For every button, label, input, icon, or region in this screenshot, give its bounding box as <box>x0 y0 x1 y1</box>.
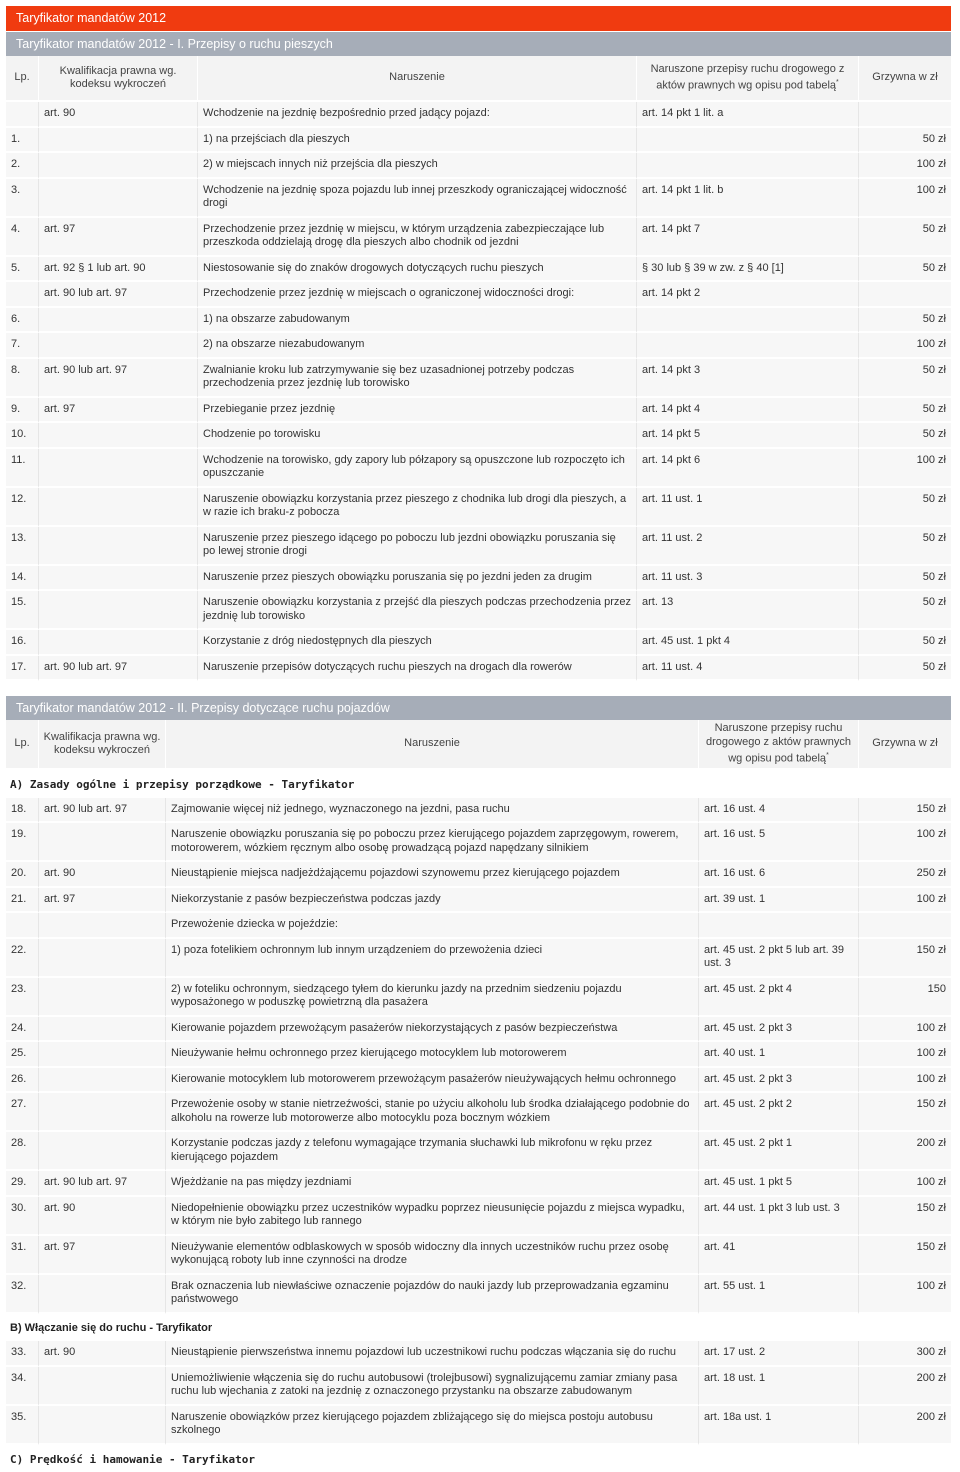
cell-lp: 18. <box>6 798 38 824</box>
cell-naruszenie: 2) na obszarze niezabudowanym <box>197 333 636 359</box>
cell-lp: 19. <box>6 823 38 862</box>
cell-grzywna: 50 zł <box>858 527 951 566</box>
section2-table <box>6 720 951 1472</box>
cell-kwalifikacja <box>38 630 197 656</box>
table-row <box>6 1132 951 1171</box>
cell-lp: 14. <box>6 566 38 592</box>
main-title-bar: Taryfikator mandatów 2012 <box>6 6 951 31</box>
cell-grzywna: 50 zł <box>858 308 951 334</box>
cell-przepisy: art. 13 <box>636 591 858 630</box>
footnote-marker: * <box>826 752 829 759</box>
table-row <box>6 630 951 656</box>
cell-przepisy <box>698 913 858 939</box>
cell-lp: 24. <box>6 1017 38 1043</box>
cell-grzywna: 100 zł <box>858 449 951 488</box>
cell-przepisy: art. 14 pkt 1 lit. a <box>636 102 858 128</box>
cell-naruszenie: Wchodzenie na jezdnię bezpośrednio przed jadący pojazd: <box>197 102 636 128</box>
cell-naruszenie: Naruszenie przez pieszego idącego po poboczu lub jezdni obowiązku poruszania się po lewej stronie drogi <box>197 527 636 566</box>
header-lp: Lp. <box>6 56 38 102</box>
subsection-heading: C) Prędkość i hamowanie - Taryfikator <box>6 1445 951 1472</box>
cell-naruszenie: 1) poza fotelikiem ochronnym lub innym urządzeniem do przewożenia dzieci <box>165 939 698 978</box>
cell-naruszenie: Chodzenie po torowisku <box>197 423 636 449</box>
cell-kwalifikacja <box>38 939 165 978</box>
table-row <box>6 862 951 888</box>
cell-kwalifikacja <box>38 1406 165 1445</box>
table-row <box>6 566 951 592</box>
cell-grzywna: 50 zł <box>858 257 951 283</box>
cell-naruszenie: 1) na obszarze zabudowanym <box>197 308 636 334</box>
cell-lp: 2. <box>6 153 38 179</box>
cell-naruszenie: Brak oznaczenia lub niewłaściwe oznaczenie pojazdów do nauki jazdy lub przeprowadzania egzaminu państwowego <box>165 1275 698 1314</box>
cell-przepisy: § 30 lub § 39 w zw. z § 40 [1] <box>636 257 858 283</box>
table-row <box>6 218 951 257</box>
table-row <box>6 1068 951 1094</box>
cell-przepisy: art. 16 ust. 4 <box>698 798 858 824</box>
cell-naruszenie: Nieustąpienie miejsca nadjeżdżającemu pojazdowi szynowemu przez kierującego pojazdem <box>165 862 698 888</box>
subsection-heading-row <box>6 1314 951 1342</box>
table-row <box>6 308 951 334</box>
cell-grzywna: 100 zł <box>858 1275 951 1314</box>
cell-lp: 1. <box>6 128 38 154</box>
cell-naruszenie: Niestosowanie się do znaków drogowych dotyczących ruchu pieszych <box>197 257 636 283</box>
cell-kwalifikacja <box>38 1017 165 1043</box>
cell-kwalifikacja <box>38 128 197 154</box>
cell-przepisy: art. 45 ust. 2 pkt 1 <box>698 1132 858 1171</box>
table-row <box>6 1236 951 1275</box>
cell-przepisy: art. 16 ust. 5 <box>698 823 858 862</box>
cell-lp: 28. <box>6 1132 38 1171</box>
cell-kwalifikacja: art. 90 <box>38 102 197 128</box>
cell-lp: 35. <box>6 1406 38 1445</box>
cell-grzywna: 100 zł <box>858 333 951 359</box>
table-row <box>6 257 951 283</box>
cell-kwalifikacja <box>38 488 197 527</box>
cell-grzywna: 100 zł <box>858 153 951 179</box>
cell-naruszenie: Naruszenie obowiązków przez kierującego pojazdem zbliżającego się do miejsca postoju autobusu szkolnego <box>165 1406 698 1445</box>
cell-przepisy: art. 14 pkt 7 <box>636 218 858 257</box>
cell-grzywna: 300 zł <box>858 1341 951 1367</box>
footnote-marker: * <box>836 79 839 87</box>
cell-kwalifikacja <box>38 423 197 449</box>
cell-grzywna: 100 zł <box>858 1042 951 1068</box>
cell-kwalifikacja: art. 90 lub art. 97 <box>38 656 197 682</box>
cell-lp: 31. <box>6 1236 38 1275</box>
cell-przepisy: art. 41 <box>698 1236 858 1275</box>
cell-grzywna: 100 zł <box>858 888 951 914</box>
cell-kwalifikacja <box>38 1275 165 1314</box>
cell-naruszenie: Niekorzystanie z pasów bezpieczeństwa podczas jazdy <box>165 888 698 914</box>
header-przepisy <box>698 720 858 770</box>
cell-naruszenie: Nieużywanie elementów odblaskowych w sposób widoczny dla innych uczestników ruchu przez osobę wykonującą roboty lub inne czynności na drodze <box>165 1236 698 1275</box>
header-naruszenie: Naruszenie <box>165 720 698 770</box>
table-row <box>6 978 951 1017</box>
section1-table <box>6 56 951 681</box>
cell-kwalifikacja: art. 90 <box>38 862 165 888</box>
spacer <box>6 681 951 695</box>
table-row <box>6 527 951 566</box>
cell-przepisy: art. 11 ust. 4 <box>636 656 858 682</box>
cell-grzywna: 50 zł <box>858 630 951 656</box>
table-row <box>6 333 951 359</box>
table-row <box>6 798 951 824</box>
section1-rows <box>6 102 951 681</box>
table-row <box>6 1171 951 1197</box>
cell-przepisy: art. 11 ust. 2 <box>636 527 858 566</box>
cell-przepisy: art. 14 pkt 4 <box>636 398 858 424</box>
table-row <box>6 398 951 424</box>
header-przepisy-text: Naruszone przepisy ruchu drogowego z aktów prawnych wg opisu pod tabelą <box>650 62 845 92</box>
table-row <box>6 823 951 862</box>
cell-kwalifikacja <box>38 179 197 218</box>
header-grzywna: Grzywna w zł <box>858 720 951 770</box>
cell-naruszenie: 1) na przejściach dla pieszych <box>197 128 636 154</box>
cell-naruszenie: Korzystanie podczas jazdy z telefonu wymagające trzymania słuchawki lub mikrofonu w ręku przez kierującego pojazdem <box>165 1132 698 1171</box>
cell-przepisy: art. 14 pkt 5 <box>636 423 858 449</box>
table-row <box>6 913 951 939</box>
cell-lp <box>6 913 38 939</box>
cell-kwalifikacja <box>38 566 197 592</box>
cell-kwalifikacja: art. 97 <box>38 888 165 914</box>
cell-kwalifikacja <box>38 1132 165 1171</box>
cell-przepisy: art. 14 pkt 3 <box>636 359 858 398</box>
cell-naruszenie: Przechodzenie przez jezdnię w miejscach o ograniczonej widoczności drogi: <box>197 282 636 308</box>
header-kwalifikacja: Kwalifikacja prawna wg. kodeksu wykroczeń <box>38 56 197 102</box>
cell-grzywna: 100 zł <box>858 823 951 862</box>
cell-grzywna: 50 zł <box>858 566 951 592</box>
cell-lp <box>6 102 38 128</box>
cell-grzywna: 100 zł <box>858 1017 951 1043</box>
cell-lp: 3. <box>6 179 38 218</box>
subsection-heading: A) Zasady ogólne i przepisy porządkowe - Taryfikator <box>6 770 951 798</box>
cell-grzywna: 50 zł <box>858 656 951 682</box>
cell-naruszenie: Korzystanie z dróg niedostępnych dla pieszych <box>197 630 636 656</box>
cell-naruszenie: Nieustąpienie pierwszeństwa innemu pojazdowi lub uczestnikowi ruchu podczas włączania się do ruchu <box>165 1341 698 1367</box>
cell-naruszenie: Wchodzenie na torowisko, gdy zapory lub półzapory są opuszczone lub rozpoczęto ich opuszczanie <box>197 449 636 488</box>
cell-przepisy: art. 45 ust. 2 pkt 3 <box>698 1017 858 1043</box>
cell-grzywna: 200 zł <box>858 1132 951 1171</box>
section2-rows <box>6 770 951 1472</box>
cell-przepisy: art. 40 ust. 1 <box>698 1042 858 1068</box>
cell-kwalifikacja <box>38 591 197 630</box>
cell-przepisy: art. 45 ust. 2 pkt 5 lub art. 39 ust. 3 <box>698 939 858 978</box>
cell-naruszenie: Niedopełnienie obowiązku przez uczestników wypadku poprzez nieusunięcie pojazdu z miejsca wypadku, w którym nie było zabitego lub rannego <box>165 1197 698 1236</box>
cell-kwalifikacja: art. 90 <box>38 1197 165 1236</box>
cell-grzywna: 150 zł <box>858 798 951 824</box>
cell-grzywna: 150 zł <box>858 1197 951 1236</box>
cell-grzywna: 50 zł <box>858 218 951 257</box>
cell-lp: 10. <box>6 423 38 449</box>
table-row <box>6 888 951 914</box>
subsection-heading-row <box>6 1445 951 1472</box>
cell-grzywna: 150 zł <box>858 1236 951 1275</box>
header-przepisy <box>636 56 858 102</box>
cell-kwalifikacja <box>38 913 165 939</box>
cell-kwalifikacja <box>38 527 197 566</box>
cell-grzywna: 50 zł <box>858 591 951 630</box>
table-row <box>6 656 951 682</box>
cell-grzywna: 150 zł <box>858 939 951 978</box>
cell-kwalifikacja: art. 90 lub art. 97 <box>38 1171 165 1197</box>
cell-kwalifikacja <box>38 1093 165 1132</box>
cell-przepisy: art. 14 pkt 6 <box>636 449 858 488</box>
cell-przepisy: art. 17 ust. 2 <box>698 1341 858 1367</box>
table-row <box>6 128 951 154</box>
cell-grzywna: 50 zł <box>858 398 951 424</box>
cell-lp: 11. <box>6 449 38 488</box>
cell-przepisy: art. 16 ust. 6 <box>698 862 858 888</box>
cell-naruszenie: 2) w miejscach innych niż przejścia dla pieszych <box>197 153 636 179</box>
cell-przepisy: art. 45 ust. 2 pkt 3 <box>698 1068 858 1094</box>
cell-kwalifikacja: art. 90 lub art. 97 <box>38 798 165 824</box>
cell-lp: 9. <box>6 398 38 424</box>
cell-przepisy <box>636 333 858 359</box>
cell-kwalifikacja <box>38 153 197 179</box>
cell-przepisy: art. 45 ust. 1 pkt 5 <box>698 1171 858 1197</box>
cell-kwalifikacja <box>38 308 197 334</box>
cell-przepisy: art. 44 ust. 1 pkt 3 lub ust. 3 <box>698 1197 858 1236</box>
cell-kwalifikacja <box>38 1367 165 1406</box>
cell-naruszenie: Wjeżdżanie na pas między jezdniami <box>165 1171 698 1197</box>
cell-kwalifikacja: art. 97 <box>38 398 197 424</box>
table-row <box>6 102 951 128</box>
cell-lp: 26. <box>6 1068 38 1094</box>
cell-lp <box>6 282 38 308</box>
cell-grzywna: 100 zł <box>858 1171 951 1197</box>
cell-naruszenie: Kierowanie motocyklem lub motorowerem przewożącym pasażerów nieużywających hełmu ochronnego <box>165 1068 698 1094</box>
table-row <box>6 179 951 218</box>
cell-naruszenie: Przechodzenie przez jezdnię w miejscu, w którym urządzenia zabezpieczające lub przeszkoda oddzielają drogę dla pieszych albo chodnik od jezdni <box>197 218 636 257</box>
header-kwalifikacja: Kwalifikacja prawna wg. kodeksu wykroczeń <box>38 720 165 770</box>
cell-lp: 16. <box>6 630 38 656</box>
table-row <box>6 1042 951 1068</box>
cell-lp: 4. <box>6 218 38 257</box>
cell-lp: 15. <box>6 591 38 630</box>
header-grzywna: Grzywna w zł <box>858 56 951 102</box>
table-row <box>6 153 951 179</box>
table-row <box>6 1367 951 1406</box>
cell-przepisy: art. 45 ust. 2 pkt 2 <box>698 1093 858 1132</box>
cell-kwalifikacja: art. 90 lub art. 97 <box>38 282 197 308</box>
cell-kwalifikacja: art. 90 <box>38 1341 165 1367</box>
section2-title-bar: Taryfikator mandatów 2012 - II. Przepisy dotyczące ruchu pojazdów <box>6 695 951 720</box>
section1-title-bar: Taryfikator mandatów 2012 - I. Przepisy o ruchu pieszych <box>6 31 951 56</box>
cell-lp: 25. <box>6 1042 38 1068</box>
cell-naruszenie: Naruszenie przepisów dotyczących ruchu pieszych na drogach dla rowerów <box>197 656 636 682</box>
cell-lp: 6. <box>6 308 38 334</box>
table-row <box>6 423 951 449</box>
cell-naruszenie: 2) w foteliku ochronnym, siedzącego tyłem do kierunku jazdy na przednim siedzeniu pojazdu wyposażonego w poduszkę powietrzną dla pasażera <box>165 978 698 1017</box>
cell-przepisy: art. 45 ust. 2 pkt 4 <box>698 978 858 1017</box>
cell-grzywna <box>858 913 951 939</box>
cell-przepisy: art. 18a ust. 1 <box>698 1406 858 1445</box>
cell-kwalifikacja: art. 97 <box>38 1236 165 1275</box>
cell-grzywna: 150 zł <box>858 1093 951 1132</box>
table-row <box>6 1406 951 1445</box>
cell-naruszenie: Nieużywanie hełmu ochronnego przez kierującego motocyklem lub motorowerem <box>165 1042 698 1068</box>
table-row <box>6 1197 951 1236</box>
cell-lp: 23. <box>6 978 38 1017</box>
table-row <box>6 939 951 978</box>
cell-kwalifikacja <box>38 1068 165 1094</box>
cell-grzywna: 250 zł <box>858 862 951 888</box>
cell-lp: 5. <box>6 257 38 283</box>
cell-grzywna: 200 zł <box>858 1406 951 1445</box>
cell-naruszenie: Zwalnianie kroku lub zatrzymywanie się bez uzasadnionej potrzeby podczas przechodzenia przez jezdnię lub torowisko <box>197 359 636 398</box>
cell-lp: 13. <box>6 527 38 566</box>
cell-kwalifikacja <box>38 449 197 488</box>
cell-naruszenie: Przewożenie osoby w stanie nietrzeźwości, stanie po użyciu alkoholu lub środka działającego podobnie do alkoholu na rowerze lub motorowerze albo motocyklu poza bocznym wózkiem <box>165 1093 698 1132</box>
cell-kwalifikacja <box>38 1042 165 1068</box>
cell-kwalifikacja: art. 90 lub art. 97 <box>38 359 197 398</box>
cell-grzywna: 50 zł <box>858 488 951 527</box>
table-row <box>6 1017 951 1043</box>
cell-przepisy: art. 55 ust. 1 <box>698 1275 858 1314</box>
table-row <box>6 1275 951 1314</box>
cell-przepisy: art. 39 ust. 1 <box>698 888 858 914</box>
cell-kwalifikacja <box>38 333 197 359</box>
table-row <box>6 488 951 527</box>
table-row <box>6 1093 951 1132</box>
cell-lp: 20. <box>6 862 38 888</box>
cell-przepisy <box>636 153 858 179</box>
cell-lp: 21. <box>6 888 38 914</box>
cell-naruszenie: Naruszenie przez pieszych obowiązku poruszania się po jezdni jeden za drugim <box>197 566 636 592</box>
table-row <box>6 359 951 398</box>
subsection-heading-row <box>6 770 951 798</box>
cell-kwalifikacja <box>38 823 165 862</box>
cell-naruszenie: Przewożenie dziecka w pojeździe: <box>165 913 698 939</box>
cell-lp: 22. <box>6 939 38 978</box>
cell-przepisy: art. 45 ust. 1 pkt 4 <box>636 630 858 656</box>
cell-lp: 34. <box>6 1367 38 1406</box>
cell-naruszenie: Wchodzenie na jezdnię spoza pojazdu lub innej przeszkody ograniczającej widoczność drogi <box>197 179 636 218</box>
cell-grzywna: 50 zł <box>858 423 951 449</box>
cell-grzywna <box>858 282 951 308</box>
table-row <box>6 449 951 488</box>
cell-lp: 7. <box>6 333 38 359</box>
cell-przepisy: art. 18 ust. 1 <box>698 1367 858 1406</box>
table-row <box>6 591 951 630</box>
cell-kwalifikacja: art. 92 § 1 lub art. 90 <box>38 257 197 283</box>
cell-naruszenie: Zajmowanie więcej niż jednego, wyznaczonego na jezdni, pasa ruchu <box>165 798 698 824</box>
cell-lp: 33. <box>6 1341 38 1367</box>
cell-przepisy <box>636 128 858 154</box>
cell-przepisy: art. 11 ust. 3 <box>636 566 858 592</box>
cell-lp: 29. <box>6 1171 38 1197</box>
cell-grzywna: 50 zł <box>858 128 951 154</box>
subsection-heading: B) Włączanie się do ruchu - Taryfikator <box>6 1314 951 1342</box>
header-lp: Lp. <box>6 720 38 770</box>
cell-grzywna: 200 zł <box>858 1367 951 1406</box>
cell-lp: 12. <box>6 488 38 527</box>
cell-przepisy: art. 14 pkt 2 <box>636 282 858 308</box>
cell-grzywna: 50 zł <box>858 359 951 398</box>
cell-przepisy: art. 11 ust. 1 <box>636 488 858 527</box>
cell-grzywna: 100 zł <box>858 179 951 218</box>
cell-naruszenie: Naruszenie obowiązku korzystania przez pieszego z chodnika lub drogi dla pieszych, a w razie ich braku-z pobocza <box>197 488 636 527</box>
cell-lp: 8. <box>6 359 38 398</box>
cell-grzywna <box>858 102 951 128</box>
cell-przepisy <box>636 308 858 334</box>
cell-lp: 17. <box>6 656 38 682</box>
header-przepisy-text: Naruszone przepisy ruchu drogowego z aktów prawnych wg opisu pod tabelą <box>706 722 851 765</box>
cell-kwalifikacja <box>38 978 165 1017</box>
cell-lp: 30. <box>6 1197 38 1236</box>
cell-naruszenie: Przebieganie przez jezdnię <box>197 398 636 424</box>
cell-naruszenie: Kierowanie pojazdem przewożącym pasażerów niekorzystających z pasów bezpieczeństwa <box>165 1017 698 1043</box>
cell-lp: 32. <box>6 1275 38 1314</box>
cell-lp: 27. <box>6 1093 38 1132</box>
table-row <box>6 282 951 308</box>
cell-kwalifikacja: art. 97 <box>38 218 197 257</box>
cell-przepisy: art. 14 pkt 1 lit. b <box>636 179 858 218</box>
cell-naruszenie: Uniemożliwienie włączenia się do ruchu autobusowi (trolejbusowi) sygnalizującemu zamiar zmiany pasa ruchu lub wjechania z zatoki na jezdnię z oznaczonego przystanku na obszarze zabudowanym <box>165 1367 698 1406</box>
cell-grzywna: 100 zł <box>858 1068 951 1094</box>
cell-naruszenie: Naruszenie obowiązku korzystania z przejść dla pieszych podczas przechodzenia przez jezdnię lub torowisko <box>197 591 636 630</box>
cell-naruszenie: Naruszenie obowiązku poruszania się po poboczu przez kierującego pojazdem zaprzęgowym, rowerem, motorowerem, wózkiem ręcznym albo osobę prowadzącą pojazd napędzany silnikiem <box>165 823 698 862</box>
table-row <box>6 1341 951 1367</box>
page <box>6 6 951 1472</box>
header-naruszenie: Naruszenie <box>197 56 636 102</box>
cell-grzywna: 150 <box>858 978 951 1017</box>
